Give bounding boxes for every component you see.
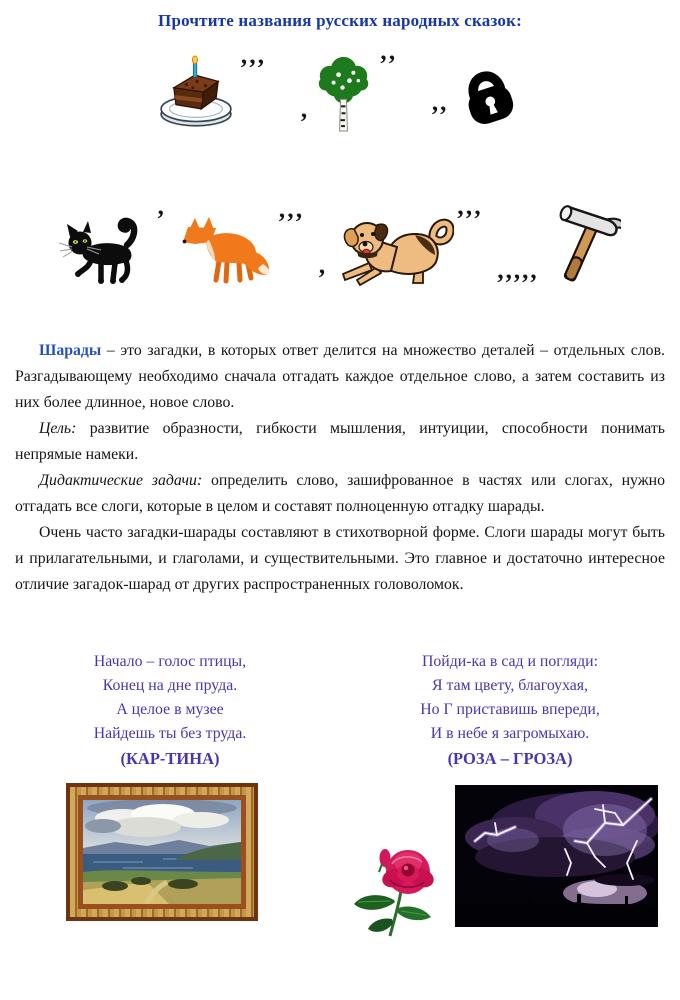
poem-line: И в небе я загромыхаю. <box>430 725 590 742</box>
rebus-item-fox <box>181 208 305 288</box>
poem-line: Начало – голос птицы, <box>93 653 247 670</box>
term-goal: Цель: <box>39 420 77 437</box>
rose-illustration <box>344 842 450 939</box>
rebus-marks: ’ <box>156 206 167 233</box>
rebus-marks: ’’ <box>379 51 398 78</box>
rebus-item-tree <box>301 50 398 134</box>
rebus-marks: , <box>318 252 328 279</box>
paragraph-body: развитие образности, гибкости мышления, интуиции, способности понимать непрямые намеки. <box>15 420 665 463</box>
cake-icon <box>154 54 238 130</box>
framed-landscape-painting <box>66 783 258 921</box>
rebus-row-1 <box>0 50 680 134</box>
rebus-item-hammer <box>497 200 620 295</box>
poem-answer-kartina: (КАР-ТИНА) <box>120 749 220 768</box>
rebus-marks: ,,,,, <box>497 257 539 284</box>
tree-icon <box>311 50 377 134</box>
paragraph-body: определить слово, зашифрованное в частях или слогах, нужно отгадать все слоги, которые в целом и составят полноценную отгадку шарады. <box>15 472 665 515</box>
poem-line: Найдешь ты без труда. <box>93 725 247 742</box>
rebus-marks: , <box>300 96 310 123</box>
dog-icon <box>329 205 454 290</box>
rebus-item-dog <box>319 205 484 290</box>
paragraph-goal <box>15 416 665 468</box>
rebus-marks: ’’’ <box>456 206 484 233</box>
poem-line: Пойди-ка в сад и погляди: <box>422 653 598 670</box>
lock-icon <box>450 57 526 127</box>
paragraph-poetic-form <box>15 520 665 598</box>
rebus-marks: ,, <box>431 89 449 116</box>
rebus-item-cake <box>154 54 267 130</box>
cat-icon <box>59 205 154 290</box>
lightning-storm-photo <box>455 785 658 927</box>
riddle-kartina <box>0 650 340 771</box>
poem-line: Но Г приставишь впереди, <box>420 701 600 718</box>
rebus-item-lock <box>432 57 527 127</box>
term-sharady: Шарады <box>39 342 102 359</box>
rebus-item-cat <box>59 205 166 290</box>
fox-icon <box>181 208 276 288</box>
paragraph-didactic-tasks <box>15 468 665 520</box>
rebus-marks: ’’’ <box>277 208 305 236</box>
poem-line: Конец на дне пруда. <box>102 677 238 694</box>
rebus-row-2 <box>0 200 680 295</box>
riddle-poems <box>0 650 680 771</box>
article-text <box>15 338 665 598</box>
poem-line: Я там цвету, благоухая, <box>431 677 589 694</box>
lightning-icon <box>455 785 658 927</box>
landscape-painting-icon <box>83 800 241 904</box>
poem-answer-roza-groza: (РОЗА – ГРОЗА) <box>447 749 573 768</box>
poem-line: А целое в музее <box>116 701 224 718</box>
paragraph-body: – это загадки, в которых ответ делится на множество деталей – отдельных слов. Разгадывающему необходимо сначала отгадать каждое отдельное слово, а затем составить из них более длинное, новое слово. <box>15 342 665 411</box>
riddle-roza-groza <box>340 650 680 771</box>
paragraph-definition <box>15 338 665 416</box>
painting-frame <box>70 787 254 917</box>
term-didactic-tasks: Дидактические задачи: <box>39 472 203 489</box>
paragraph-body: Очень часто загадки-шарады составляют в стихотворной форме. Слоги шарады могут быть и прилагательными, и глаголами, и существительными. Это главное и достаточно интересное отличие загадок-шарад от других распространенных головоломок. <box>15 524 665 593</box>
rebus-marks: ’’’ <box>239 55 267 82</box>
rose-icon <box>344 842 450 939</box>
hammer-icon <box>541 200 621 295</box>
page-title: Прочтите названия русских народных сказок: <box>158 11 522 30</box>
